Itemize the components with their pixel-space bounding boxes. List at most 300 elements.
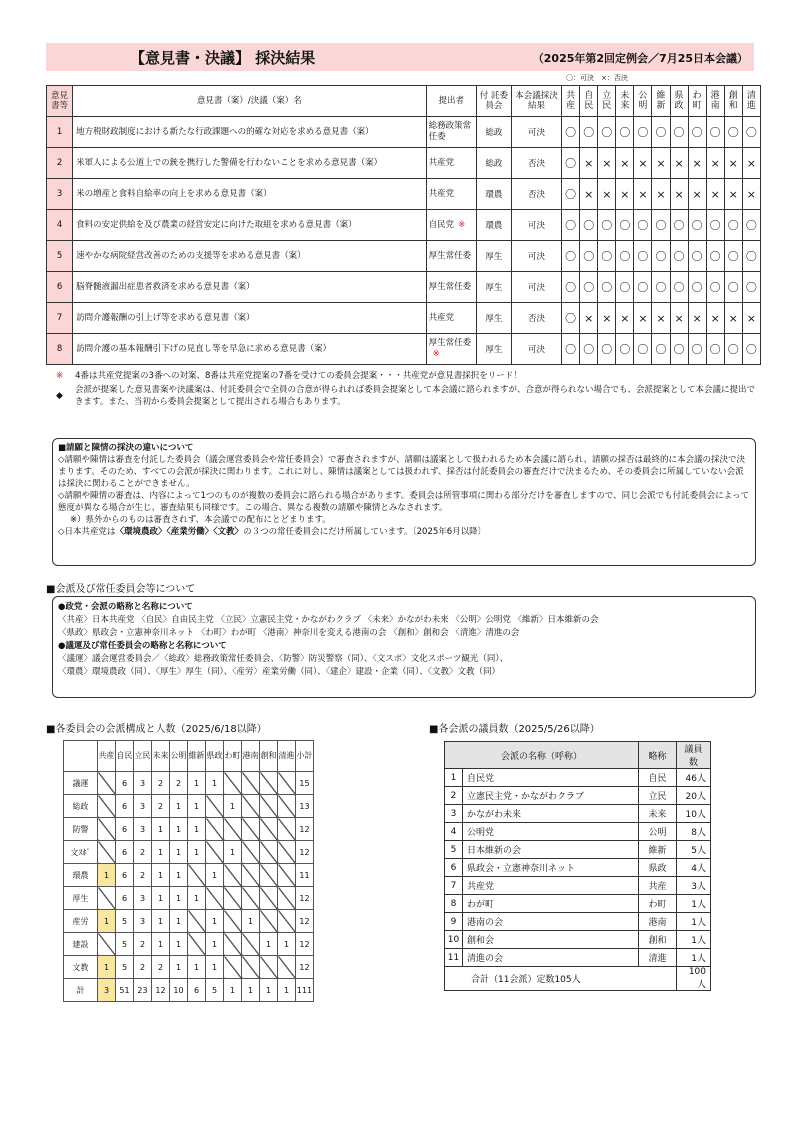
comm-cell: 2 bbox=[152, 795, 170, 818]
row-proposer bbox=[426, 272, 476, 303]
comm-cell: 1 bbox=[260, 933, 278, 956]
note-proposal-process bbox=[56, 384, 756, 408]
comm-cell: 12 bbox=[152, 979, 170, 1002]
party-abbr: 港南 bbox=[639, 913, 677, 931]
vote-mark: 〇 bbox=[706, 210, 724, 241]
row-proposer bbox=[426, 241, 476, 272]
comm-cell: 5 bbox=[116, 956, 134, 979]
row-committee: 厚生 bbox=[476, 241, 511, 272]
row-name: 訪問介護の基本報酬引下げの見直し等を早急に求める意見書（案） bbox=[73, 334, 426, 365]
header-party-8: 港南 bbox=[706, 86, 724, 117]
comm-cell: 5 bbox=[206, 979, 224, 1002]
table-row bbox=[445, 895, 711, 913]
header-party-7: わ町 bbox=[688, 86, 706, 117]
comm-header-10: 清進 bbox=[278, 741, 296, 772]
vote-mark: × bbox=[724, 179, 742, 210]
party-count: 10人 bbox=[677, 805, 711, 823]
comm-cell: 1 bbox=[152, 841, 170, 864]
empty-slash-cell bbox=[224, 933, 242, 956]
party-header-count: 議員数 bbox=[677, 742, 711, 769]
note-mark: ※ bbox=[56, 371, 64, 381]
comm-cell: 1 bbox=[152, 910, 170, 933]
proposer-mark: ※ bbox=[458, 219, 466, 230]
party-header-abbr: 略称 bbox=[639, 742, 677, 769]
vote-mark: × bbox=[580, 303, 598, 334]
party-no: 2 bbox=[445, 787, 463, 805]
row-committee: 厚生 bbox=[476, 303, 511, 334]
committee-table-title: ■各委員会の会派構成と人数（2025/6/18以降） bbox=[46, 724, 267, 735]
comm-cell: 1 bbox=[278, 933, 296, 956]
comm-cell: 1 bbox=[206, 772, 224, 795]
vote-mark: × bbox=[598, 148, 616, 179]
comm-cell: 15 bbox=[296, 772, 314, 795]
empty-slash-cell bbox=[224, 864, 242, 887]
comm-cell: 3 bbox=[134, 772, 152, 795]
comm-cell: 6 bbox=[116, 841, 134, 864]
empty-slash-cell bbox=[206, 818, 224, 841]
row-name: 地方税財政制度における新たな行政課題への的確な対応を求める意見書（案） bbox=[73, 117, 426, 148]
row-committee: 総政 bbox=[476, 148, 511, 179]
comm-cell: 1 bbox=[242, 979, 260, 1002]
table-row bbox=[64, 887, 314, 910]
row-result: 可決 bbox=[511, 334, 561, 365]
row-num: 7 bbox=[47, 303, 73, 334]
empty-slash-cell bbox=[224, 910, 242, 933]
box-paragraph: ◇請願や陳情の審査は、内容によって1つのものが複数の委員会に諮られる場合があります。委員会は所管事項に関わる部分だけを審査しますので、同じ会派でも付託委員会によって態度が異なる場合が生じ、審査結果も同様です。この場合、異なる複数の請願や陳情とみなされます。 bbox=[58, 491, 750, 513]
comm-cell: 1 bbox=[206, 864, 224, 887]
comm-row-name: 文ｽﾎﾟ bbox=[64, 841, 98, 864]
header-party-4: 公明 bbox=[634, 86, 652, 117]
table-row bbox=[47, 210, 761, 241]
header-committee: 付 託委員会 bbox=[476, 86, 511, 117]
party-no: 5 bbox=[445, 841, 463, 859]
comm-cell: 12 bbox=[296, 910, 314, 933]
vote-mark: 〇 bbox=[580, 272, 598, 303]
vote-mark: × bbox=[706, 148, 724, 179]
party-name: かながわ未来 bbox=[463, 805, 639, 823]
table-row bbox=[47, 303, 761, 334]
table-row bbox=[445, 877, 711, 895]
table-row bbox=[64, 841, 314, 864]
comm-row-name: 建設 bbox=[64, 933, 98, 956]
empty-slash-cell bbox=[242, 887, 260, 910]
vote-mark: 〇 bbox=[652, 117, 670, 148]
comm-cell: 6 bbox=[116, 772, 134, 795]
vote-mark: × bbox=[598, 179, 616, 210]
results-header-row bbox=[47, 86, 761, 117]
comm-cell: 51 bbox=[116, 979, 134, 1002]
vote-mark: 〇 bbox=[742, 210, 760, 241]
vote-mark: 〇 bbox=[670, 334, 688, 365]
empty-slash-cell bbox=[278, 956, 296, 979]
vote-mark: 〇 bbox=[706, 334, 724, 365]
row-num: 8 bbox=[47, 334, 73, 365]
vote-mark: 〇 bbox=[598, 241, 616, 272]
row-proposer bbox=[426, 179, 476, 210]
comm-cell: 1 bbox=[170, 887, 188, 910]
vote-mark: × bbox=[706, 303, 724, 334]
table-row bbox=[445, 769, 711, 787]
comm-row-name: 厚生 bbox=[64, 887, 98, 910]
proposer-mark: ※ bbox=[432, 349, 440, 359]
corner-cell bbox=[64, 741, 98, 772]
party-abbr: 自民 bbox=[639, 769, 677, 787]
comm-header-6: 県政 bbox=[206, 741, 224, 772]
vote-mark: 〇 bbox=[580, 210, 598, 241]
party-table bbox=[444, 741, 711, 991]
vote-mark: 〇 bbox=[598, 334, 616, 365]
row-name: 速やかな病院経営改善のための支援等を求める意見書（案） bbox=[73, 241, 426, 272]
vote-mark: × bbox=[580, 179, 598, 210]
table-row bbox=[64, 772, 314, 795]
empty-slash-cell bbox=[242, 956, 260, 979]
header-proposer: 提出者 bbox=[426, 86, 476, 117]
vote-mark: × bbox=[652, 179, 670, 210]
comm-cell: 6 bbox=[116, 887, 134, 910]
vote-mark: 〇 bbox=[598, 272, 616, 303]
party-count: 4人 bbox=[677, 859, 711, 877]
row-num: 4 bbox=[47, 210, 73, 241]
box-paragraph: ※）県外からのものは審査されず、本会議での配布にとどまります。 bbox=[70, 515, 331, 525]
comm-cell: 1 bbox=[206, 956, 224, 979]
table-row bbox=[47, 179, 761, 210]
table-row bbox=[47, 241, 761, 272]
row-result: 可決 bbox=[511, 272, 561, 303]
party-no: 4 bbox=[445, 823, 463, 841]
comm-cell: 1 bbox=[170, 910, 188, 933]
comm-cell: 1 bbox=[170, 956, 188, 979]
comm-cell: 1 bbox=[170, 841, 188, 864]
header-name: 意見書（案）/決議（案）名 bbox=[73, 86, 426, 117]
row-name: 食料の安定供給を及び農業の経営安定に向けた取組を求める意見書（案） bbox=[73, 210, 426, 241]
vote-mark: × bbox=[742, 303, 760, 334]
table-row bbox=[64, 818, 314, 841]
box-line: 〈共産〉日本共産党 〈自民〉自由民主党 〈立民〉立憲民主党・かながわクラブ 〈未来〉かながわ未来 〈公明〉公明党 〈維新〉日本維新の会 bbox=[58, 615, 599, 625]
vote-mark: × bbox=[742, 148, 760, 179]
box-paragraph: ◇請願や陳情は審査を付託した委員会（議会運営委員会や常任委員会）で審査されますが、請願は議案として扱われるため本会議に諮られ、請願の採否は最終的に本会議の採決で決まります。そのため、すべての会派が採決に関わります。これに対し、陳情は議案としては扱われず、採否は付託委員会の審査だけで決まるため、その委員会に所属していない会派は採決に関わることができません。 bbox=[58, 455, 746, 489]
comm-cell: 111 bbox=[296, 979, 314, 1002]
empty-slash-cell bbox=[260, 956, 278, 979]
vote-mark: 〇 bbox=[706, 117, 724, 148]
party-name: 県政会・立憲神奈川ネット bbox=[463, 859, 639, 877]
table-row bbox=[445, 805, 711, 823]
header-party-2: 立民 bbox=[598, 86, 616, 117]
petition-explanation-box bbox=[52, 438, 756, 566]
comm-cell: 1 bbox=[98, 864, 116, 887]
table-row bbox=[445, 859, 711, 877]
comm-cell: 5 bbox=[116, 910, 134, 933]
note-counterproposal bbox=[56, 369, 522, 381]
empty-slash-cell bbox=[260, 910, 278, 933]
comm-row-name: 計 bbox=[64, 979, 98, 1002]
vote-mark: 〇 bbox=[598, 210, 616, 241]
comm-cell: 1 bbox=[152, 818, 170, 841]
empty-slash-cell bbox=[224, 887, 242, 910]
vote-mark: × bbox=[616, 179, 634, 210]
comm-cell: 2 bbox=[134, 933, 152, 956]
party-abbr: 公明 bbox=[639, 823, 677, 841]
comm-header-7: わ町 bbox=[224, 741, 242, 772]
vote-mark: 〇 bbox=[670, 272, 688, 303]
vote-mark: 〇 bbox=[580, 117, 598, 148]
empty-slash-cell bbox=[188, 864, 206, 887]
party-abbr: 創和 bbox=[639, 931, 677, 949]
vote-mark: × bbox=[652, 148, 670, 179]
comm-cell: 1 bbox=[278, 979, 296, 1002]
row-result: 可決 bbox=[511, 210, 561, 241]
row-num: 6 bbox=[47, 272, 73, 303]
comm-cell: 1 bbox=[170, 818, 188, 841]
vote-legend: 〇：可決 ×：否決 bbox=[566, 74, 628, 82]
comm-cell: 1 bbox=[188, 841, 206, 864]
party-name: 港南の会 bbox=[463, 913, 639, 931]
vote-mark: 〇 bbox=[562, 148, 580, 179]
vote-mark: 〇 bbox=[562, 117, 580, 148]
comm-row-name: 環農 bbox=[64, 864, 98, 887]
party-count: 1人 bbox=[677, 895, 711, 913]
comm-row-name: 文教 bbox=[64, 956, 98, 979]
empty-slash-cell bbox=[242, 933, 260, 956]
comm-cell: 12 bbox=[296, 933, 314, 956]
box-title: ■請願と陳情の採決の違いについて bbox=[58, 443, 194, 453]
vote-mark: 〇 bbox=[688, 117, 706, 148]
vote-mark: 〇 bbox=[616, 241, 634, 272]
row-committee: 環農 bbox=[476, 210, 511, 241]
comm-cell: 1 bbox=[188, 795, 206, 818]
party-no: 3 bbox=[445, 805, 463, 823]
comm-header-1: 自民 bbox=[116, 741, 134, 772]
row-name: 訪問介護報酬の引上げ等を求める意見書（案） bbox=[73, 303, 426, 334]
vote-mark: 〇 bbox=[616, 272, 634, 303]
empty-slash-cell bbox=[242, 818, 260, 841]
vote-mark: 〇 bbox=[580, 241, 598, 272]
vote-mark: 〇 bbox=[634, 117, 652, 148]
table-row bbox=[47, 117, 761, 148]
row-committee: 総政 bbox=[476, 117, 511, 148]
vote-mark: 〇 bbox=[634, 334, 652, 365]
party-name: わが町 bbox=[463, 895, 639, 913]
comm-header-8: 港南 bbox=[242, 741, 260, 772]
party-name: 立憲民主党・かながわクラブ bbox=[463, 787, 639, 805]
comm-cell: 1 bbox=[152, 887, 170, 910]
row-proposer bbox=[426, 117, 476, 148]
row-num: 5 bbox=[47, 241, 73, 272]
comm-cell: 1 bbox=[224, 979, 242, 1002]
row-name: 米軍人による公道上での銃を携行した警備を行わないことを求める意見書（案） bbox=[73, 148, 426, 179]
comm-cell: 1 bbox=[98, 910, 116, 933]
empty-slash-cell bbox=[278, 910, 296, 933]
vote-mark: 〇 bbox=[652, 210, 670, 241]
table-row bbox=[47, 148, 761, 179]
party-name: 創和会 bbox=[463, 931, 639, 949]
party-count: 1人 bbox=[677, 949, 711, 967]
row-proposer bbox=[426, 303, 476, 334]
party-abbr: 清進 bbox=[639, 949, 677, 967]
row-committee: 環農 bbox=[476, 179, 511, 210]
note-text: 4番は共産党提案の3番への対案、8番は共産党提案の7番を受けての委員会提案・・・共産党が意見書採択をリード！ bbox=[75, 371, 522, 381]
empty-slash-cell bbox=[188, 910, 206, 933]
comm-cell: 12 bbox=[296, 956, 314, 979]
diamond-bullet-icon: ◆ bbox=[56, 391, 63, 401]
table-row bbox=[445, 931, 711, 949]
row-proposer bbox=[426, 210, 476, 241]
vote-mark: 〇 bbox=[742, 241, 760, 272]
proposer-text: 厚生常任委 bbox=[428, 338, 472, 348]
comm-cell: 1 bbox=[170, 933, 188, 956]
comm-cell: 6 bbox=[116, 795, 134, 818]
session-label: （2025年第2回定例会／7月25日本会議） bbox=[532, 52, 748, 65]
header-party-10: 清進 bbox=[742, 86, 760, 117]
table-row bbox=[64, 956, 314, 979]
proposer-text: 共産党 bbox=[428, 312, 455, 323]
empty-slash-cell bbox=[242, 772, 260, 795]
empty-slash-cell bbox=[278, 841, 296, 864]
comm-cell: 3 bbox=[134, 818, 152, 841]
table-row bbox=[445, 823, 711, 841]
vote-mark: 〇 bbox=[634, 272, 652, 303]
vote-mark: × bbox=[616, 303, 634, 334]
row-committee: 厚生 bbox=[476, 334, 511, 365]
row-proposer bbox=[426, 148, 476, 179]
party-table-title: ■各会派の議員数（2025/5/26以降） bbox=[429, 724, 600, 735]
comm-header-5: 維新 bbox=[188, 741, 206, 772]
party-count: 1人 bbox=[677, 931, 711, 949]
comm-cell: 12 bbox=[296, 841, 314, 864]
party-count: 20人 bbox=[677, 787, 711, 805]
party-name: 自民党 bbox=[463, 769, 639, 787]
vote-mark: × bbox=[670, 303, 688, 334]
comm-cell: 1 bbox=[206, 910, 224, 933]
comm-header-9: 創和 bbox=[260, 741, 278, 772]
comm-cell: 6 bbox=[116, 818, 134, 841]
header-num: 意見書等 bbox=[47, 86, 73, 117]
table-row bbox=[64, 864, 314, 887]
empty-slash-cell bbox=[98, 772, 116, 795]
proposer-text: 厚生常任委 bbox=[428, 281, 472, 292]
vote-mark: 〇 bbox=[706, 241, 724, 272]
comm-cell: 6 bbox=[188, 979, 206, 1002]
table-row bbox=[445, 913, 711, 931]
party-abbr: 立民 bbox=[639, 787, 677, 805]
proposer-text: 共産党 bbox=[428, 157, 455, 168]
vote-mark: 〇 bbox=[598, 117, 616, 148]
empty-slash-cell bbox=[278, 887, 296, 910]
party-no: 8 bbox=[445, 895, 463, 913]
vote-mark: × bbox=[742, 179, 760, 210]
box-line: 〈議運〉議会運営委員会／〈総政〉総務政策常任委員会、〈防警〉防災警察（同）、〈文スポ〉文化スポーツ観光（同）、 bbox=[58, 654, 509, 664]
comm-cell: 1 bbox=[98, 956, 116, 979]
comm-cell: 23 bbox=[134, 979, 152, 1002]
party-name: 日本維新の会 bbox=[463, 841, 639, 859]
empty-slash-cell bbox=[224, 956, 242, 979]
comm-cell: 1 bbox=[224, 841, 242, 864]
party-name: 清進の会 bbox=[463, 949, 639, 967]
title-banner bbox=[46, 43, 754, 71]
party-count: 8人 bbox=[677, 823, 711, 841]
party-no: 1 bbox=[445, 769, 463, 787]
box-line: 〈環農〉環境農政（同）、〈厚生〉厚生（同）、〈産労〉産業労働（同）、〈建企〉建設・企業（同）、〈文教〉文教（同） bbox=[58, 667, 501, 677]
table-row bbox=[47, 272, 761, 303]
comm-cell: 13 bbox=[296, 795, 314, 818]
comm-cell: 1 bbox=[242, 910, 260, 933]
vote-mark: 〇 bbox=[562, 303, 580, 334]
header-party-5: 維新 bbox=[652, 86, 670, 117]
vote-mark: × bbox=[688, 179, 706, 210]
total-row bbox=[445, 967, 711, 991]
comm-cell: 12 bbox=[296, 887, 314, 910]
party-abbr: わ町 bbox=[639, 895, 677, 913]
vote-mark: 〇 bbox=[562, 210, 580, 241]
proposer-text: 共産党 bbox=[428, 188, 455, 199]
party-count: 46人 bbox=[677, 769, 711, 787]
empty-slash-cell bbox=[278, 818, 296, 841]
table-row bbox=[445, 787, 711, 805]
vote-mark: 〇 bbox=[724, 117, 742, 148]
empty-slash-cell bbox=[206, 887, 224, 910]
empty-slash-cell bbox=[98, 933, 116, 956]
row-name: 脳脊髄液漏出症患者救済を求める意見書（案） bbox=[73, 272, 426, 303]
vote-mark: 〇 bbox=[670, 117, 688, 148]
party-name: 共産党 bbox=[463, 877, 639, 895]
results-table bbox=[46, 85, 761, 365]
comm-cell: 2 bbox=[152, 956, 170, 979]
row-num: 2 bbox=[47, 148, 73, 179]
party-header-name: 会派の名称（呼称） bbox=[445, 742, 639, 769]
comm-cell: 1 bbox=[152, 933, 170, 956]
empty-slash-cell bbox=[224, 818, 242, 841]
proposer-text: 厚生常任委 bbox=[428, 250, 472, 261]
comm-cell: 1 bbox=[206, 933, 224, 956]
comm-header-3: 未来 bbox=[152, 741, 170, 772]
empty-slash-cell bbox=[260, 841, 278, 864]
box-heading: ●議運及び常任委員会の略称と名称について bbox=[58, 641, 227, 651]
total-label: 合計（11会派）定数105人 bbox=[445, 967, 677, 991]
comm-cell: 3 bbox=[98, 979, 116, 1002]
header-result: 本会議採決結果 bbox=[511, 86, 561, 117]
party-name: 公明党 bbox=[463, 823, 639, 841]
party-count: 5人 bbox=[677, 841, 711, 859]
note-text: 会派が提案した意見書案や決議案は、付託委員会で全員の合意が得られれば委員会提案として本会議に諮られますが、合意が得られない場合でも、会派提案として本会議に提出できます。また、当初から委員会提案として提出される場合もあります。 bbox=[75, 385, 756, 407]
comm-cell: 3 bbox=[134, 910, 152, 933]
vote-mark: × bbox=[616, 148, 634, 179]
table-row bbox=[64, 933, 314, 956]
party-abbr: 共産 bbox=[639, 877, 677, 895]
box-paragraph: ◇日本共産党は〈環境農政〉〈産業労働〉〈文教〉の３つの常任委員会にだけ所属しています。〔2025年6月以降〕 bbox=[58, 527, 487, 537]
comm-cell: 12 bbox=[296, 818, 314, 841]
vote-mark: × bbox=[670, 179, 688, 210]
comm-row-name: 総政 bbox=[64, 795, 98, 818]
vote-mark: 〇 bbox=[670, 241, 688, 272]
vote-mark: 〇 bbox=[724, 272, 742, 303]
empty-slash-cell bbox=[278, 772, 296, 795]
vote-mark: 〇 bbox=[688, 210, 706, 241]
party-no: 11 bbox=[445, 949, 463, 967]
proposer-text: 総務政策常任委 bbox=[428, 121, 472, 142]
party-count: 1人 bbox=[677, 913, 711, 931]
vote-mark: 〇 bbox=[634, 210, 652, 241]
vote-mark: × bbox=[652, 303, 670, 334]
party-no: 6 bbox=[445, 859, 463, 877]
total-count: 100人 bbox=[677, 967, 711, 991]
empty-slash-cell bbox=[260, 818, 278, 841]
comm-cell: 1 bbox=[170, 795, 188, 818]
comm-cell: 2 bbox=[134, 956, 152, 979]
vote-mark: 〇 bbox=[652, 272, 670, 303]
table-row bbox=[445, 841, 711, 859]
vote-mark: × bbox=[670, 148, 688, 179]
table-row bbox=[445, 949, 711, 967]
vote-mark: 〇 bbox=[688, 241, 706, 272]
